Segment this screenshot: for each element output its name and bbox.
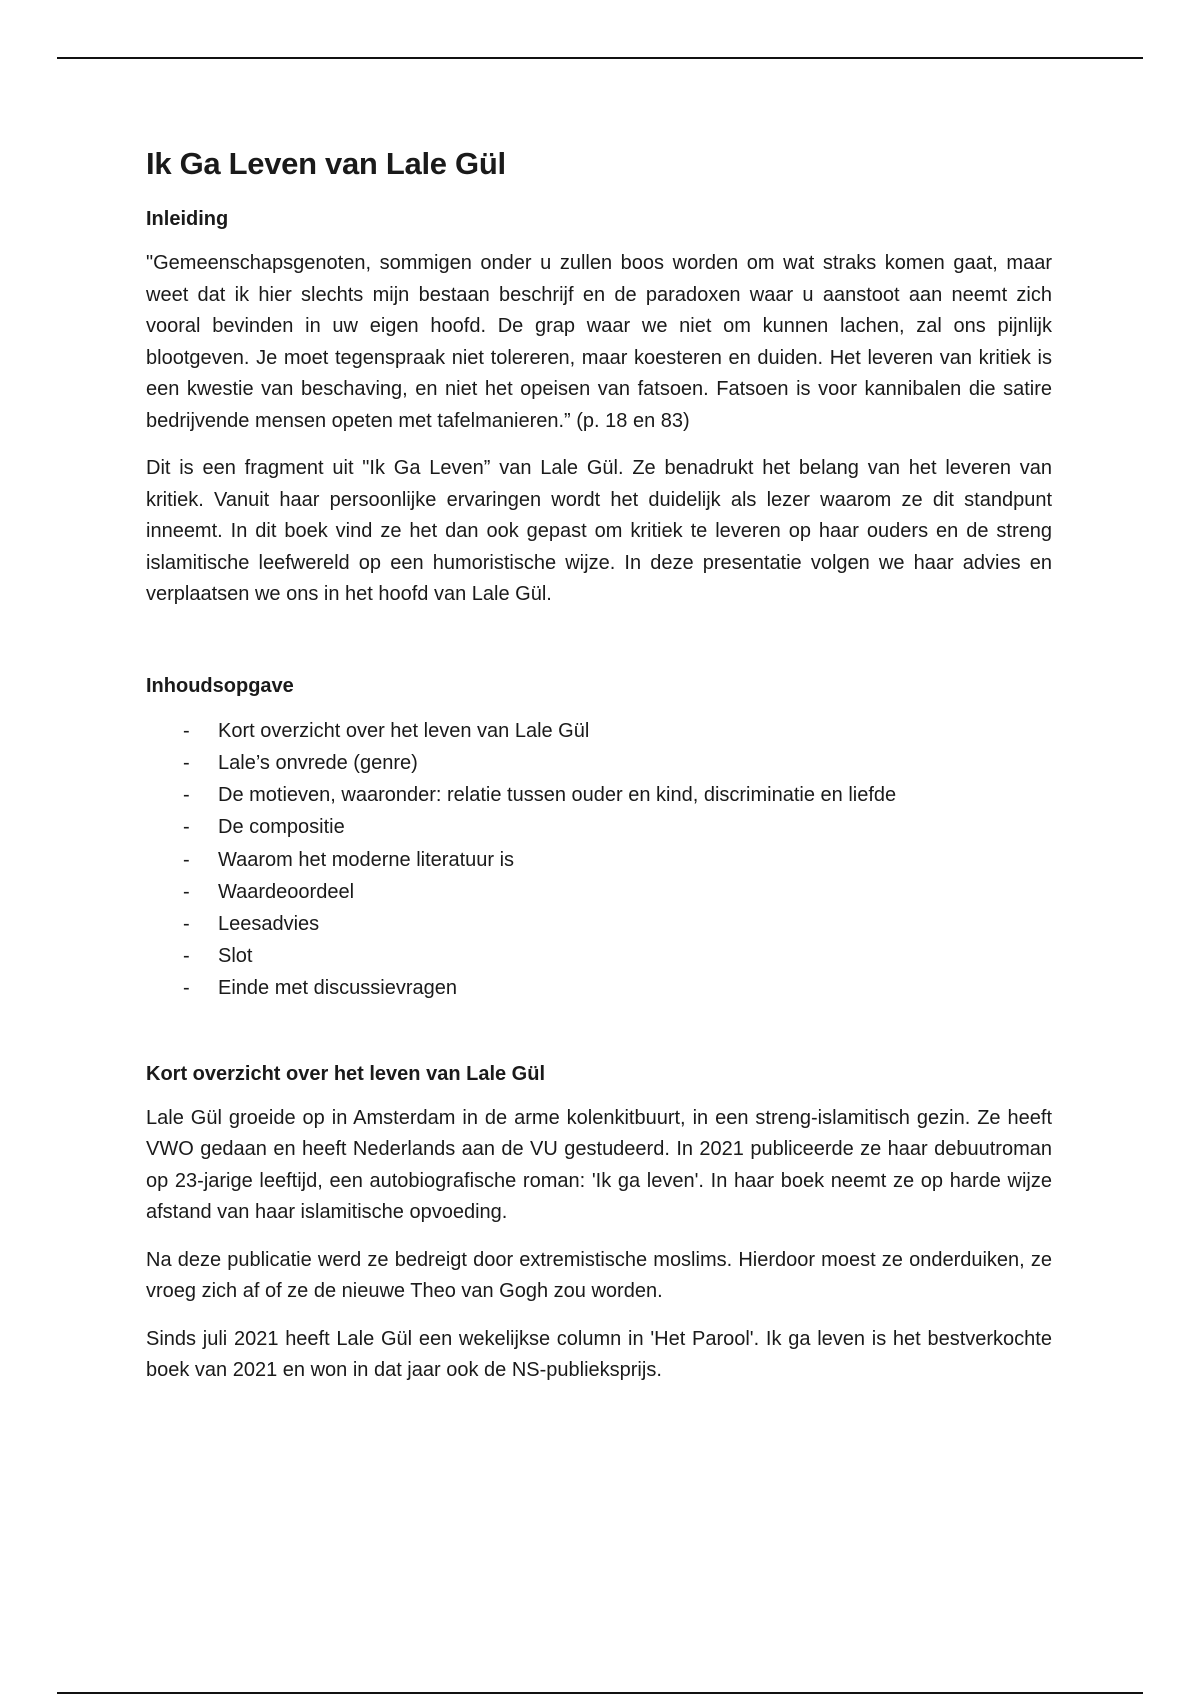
toc-item [146, 779, 1052, 811]
toc-item-label: De compositie [218, 816, 345, 839]
intro-heading: Inleiding [146, 208, 229, 231]
bullet-dash: - [183, 719, 190, 742]
bullet-dash: - [183, 848, 190, 871]
toc-list [146, 715, 1052, 1005]
toc-item-label: Leesadvies [218, 912, 320, 935]
overview-paragraph: Sinds juli 2021 heeft Lale Gül een wekelijkse column in 'Het Parool'. Ik ga leven is het bestverkochte boek van 2021 en won in dat jaar ook de NS-publieksprijs. [146, 1327, 1052, 1382]
overview-paragraph: Lale Gül groeide op in Amsterdam in de arme kolenkitbuurt, in een streng-islamitisch gezin. Ze heeft VWO gedaan en heeft Nederlands aan de VU gestudeerd. In 2021 publiceerde ze haar debuutroman op 23-jarige leeftijd, een autobiografische roman: 'Ik ga leven'. In haar boek neemt ze op harde wijze afstand van haar islamitische opvoeding. [146, 1106, 1052, 1224]
toc-item [146, 747, 1052, 779]
top-rule [57, 57, 1143, 59]
intro-paragraph: Dit is een fragment uit "Ik Ga Leven” van Lale Gül. Ze benadrukt het belang van het leveren van kritiek. Vanuit haar persoonlijke ervaringen wordt het duidelijk als lezer waarom ze dit standpunt inneemt. In dit boek vind ze het dan ook gepast om kritiek te leveren op haar ouders en de streng islamitische leefwereld op een humoristische wijze. In deze presentatie volgen we haar advies en verplaatsen we ons in het hoofd van Lale Gül. [146, 457, 1052, 606]
bullet-dash: - [183, 945, 190, 968]
toc-item [146, 844, 1052, 876]
toc-section [146, 673, 1052, 1005]
bullet-dash: - [183, 816, 190, 839]
toc-item-label: Lale’s onvrede (genre) [218, 751, 418, 774]
toc-item-label: De motieven, waaronder: relatie tussen ouder en kind, discriminatie en liefde [218, 784, 897, 807]
bullet-dash: - [183, 880, 190, 903]
toc-item-label: Einde met discussievragen [218, 977, 458, 1000]
toc-heading: Inhoudsopgave [146, 674, 294, 697]
toc-item-label: Kort overzicht over het leven van Lale Gül [218, 719, 590, 742]
toc-item [146, 908, 1052, 940]
toc-item [146, 972, 1052, 1004]
overview-heading: Kort overzicht over het leven van Lale Gül [146, 1062, 546, 1085]
toc-item-label: Waarom het moderne literatuur is [218, 848, 515, 871]
bullet-dash: - [183, 751, 190, 774]
toc-item [146, 940, 1052, 972]
toc-item-label: Slot [218, 945, 253, 968]
toc-item [146, 876, 1052, 908]
overview-paragraph: Na deze publicatie werd ze bedreigt door extremistische moslims. Hierdoor moest ze onderduiken, ze vroeg zich af of ze de nieuwe Theo van Gogh zou worden. [146, 1248, 1052, 1303]
document-title: Ik Ga Leven van Lale Gül [146, 146, 506, 181]
toc-item [146, 811, 1052, 843]
intro-quote-paragraph: "Gemeenschapsgenoten, sommigen onder u zullen boos worden om wat straks komen gaat, maar weet dat ik hier slechts mijn bestaan beschrijf en de paradoxen waar u aanstoot aan neemt zich vooral bevinden in uw eigen hoofd. De grap waar we niet om kunnen lachen, zal ons pijnlijk blootgeven. Je moet tegenspraak niet tolereren, maar koesteren en duiden. Het leveren van kritiek is een kwestie van beschaving, en niet het opeisen van fatsoen. Fatsoen is voor kannibalen die satire bedrijvende mensen opeten met tafelmanieren.” (p. 18 en 83) [146, 252, 1052, 432]
overview-section [146, 1061, 1052, 1387]
document-body [146, 145, 1052, 1403]
bottom-rule [57, 1692, 1143, 1694]
toc-item [146, 715, 1052, 747]
intro-section [146, 206, 1052, 611]
bullet-dash: - [183, 912, 190, 935]
bullet-dash: - [183, 977, 190, 1000]
bullet-dash: - [183, 784, 190, 807]
toc-item-label: Waardeoordeel [218, 880, 355, 903]
